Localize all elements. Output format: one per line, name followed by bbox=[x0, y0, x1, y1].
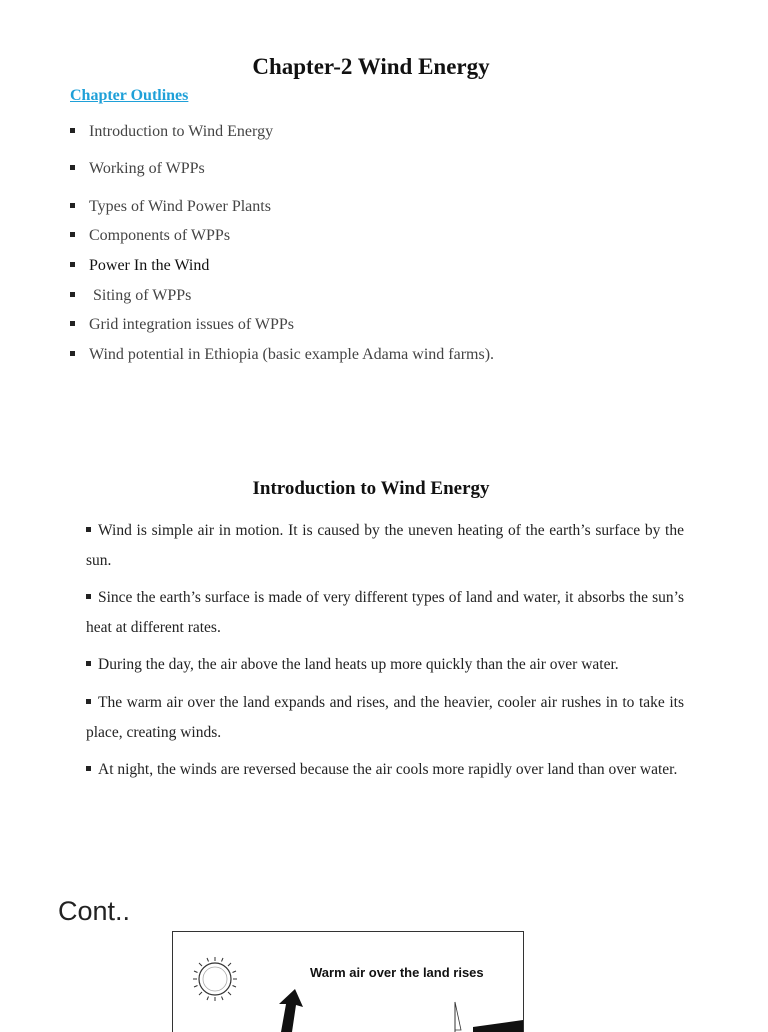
bullet-icon bbox=[70, 292, 75, 297]
intro-bullet-text: Wind is simple air in motion. It is caused by the uneven heating of the earth’s surface by the sun. bbox=[86, 522, 684, 569]
outline-item bbox=[70, 346, 494, 364]
bullet-icon bbox=[70, 165, 75, 170]
cont-heading: Cont.. bbox=[58, 896, 131, 926]
bullet-icon bbox=[70, 232, 75, 237]
sailboat-icon bbox=[455, 1002, 523, 1032]
bullet-icon bbox=[70, 128, 75, 133]
outline-item bbox=[70, 316, 294, 334]
bullet-icon bbox=[86, 594, 91, 599]
chapter-title: Chapter-2 Wind Energy bbox=[252, 54, 490, 79]
intro-bullet bbox=[86, 516, 684, 575]
bullet-icon bbox=[86, 527, 91, 532]
outline-item-text: Types of Wind Power Plants bbox=[89, 198, 271, 215]
intro-bullet bbox=[86, 650, 684, 680]
intro-bullet bbox=[86, 755, 684, 785]
bullet-icon bbox=[86, 699, 91, 704]
outline-item-text: Introduction to Wind Energy bbox=[89, 123, 274, 140]
intro-bullet bbox=[86, 688, 684, 747]
bullet-icon bbox=[70, 351, 75, 356]
up-arrow-icon bbox=[279, 989, 303, 1032]
outline-item-text: Components of WPPs bbox=[89, 227, 231, 244]
bullet-icon bbox=[86, 661, 91, 666]
intro-bullet-text: At night, the winds are reversed because the air cools more rapidly over land than over water. bbox=[98, 761, 678, 778]
wind-diagram-figure bbox=[172, 931, 524, 1032]
outline-item bbox=[70, 287, 191, 305]
outline-item bbox=[70, 160, 205, 178]
outline-item-text: Grid integration issues of WPPs bbox=[89, 316, 295, 333]
outline-item-text: Wind potential in Ethiopia (basic example Adama wind farms). bbox=[89, 346, 495, 363]
intro-bullet-text: Since the earth’s surface is made of very different types of land and water, it absorbs the sun’s heat at different rates. bbox=[86, 589, 684, 636]
outline-item-text: Siting of WPPs bbox=[89, 287, 192, 304]
bullet-icon bbox=[70, 203, 75, 208]
outline-item bbox=[70, 123, 273, 141]
bullet-icon bbox=[70, 262, 75, 267]
section-title: Introduction to Wind Energy bbox=[252, 478, 490, 499]
outline-item-text: Power In the Wind bbox=[89, 257, 210, 274]
sun-icon bbox=[193, 957, 237, 1001]
chapter-outlines-link[interactable]: Chapter Outlines bbox=[70, 87, 189, 104]
outline-item-text: Working of WPPs bbox=[89, 160, 205, 177]
outline-item bbox=[70, 198, 271, 216]
outline-item bbox=[70, 227, 230, 245]
figure-caption: Warm air over the land rises bbox=[310, 965, 484, 980]
bullet-icon bbox=[70, 321, 75, 326]
bullet-icon bbox=[86, 766, 91, 771]
intro-bullet-text: The warm air over the land expands and rises, and the heavier, cooler air rushes in to take its place, creating winds. bbox=[86, 694, 684, 741]
intro-bullet-text: During the day, the air above the land heats up more quickly than the air over water. bbox=[98, 656, 619, 673]
intro-bullet bbox=[86, 583, 684, 642]
wind-diagram bbox=[173, 932, 523, 1032]
outline-item bbox=[70, 257, 209, 275]
